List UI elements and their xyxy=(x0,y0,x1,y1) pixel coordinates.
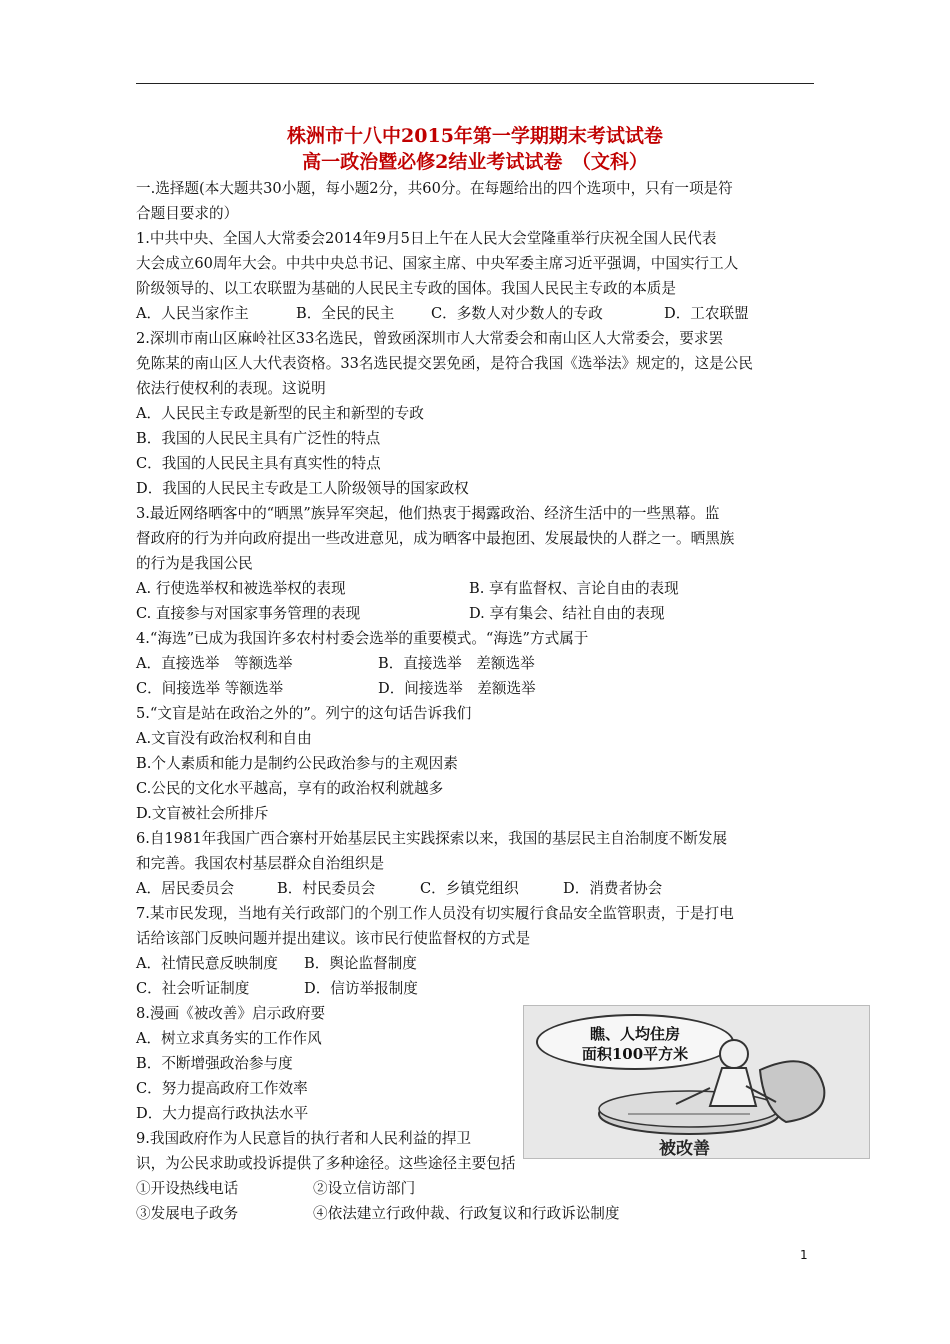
option: D．信访举报制度 xyxy=(304,980,418,997)
page-number: 1 xyxy=(800,1248,808,1262)
option: B. 享有监督权、言论自由的表现 xyxy=(469,580,679,597)
option: D．间接选举 差额选举 xyxy=(378,680,536,697)
question-stem: 督政府的行为并向政府提出一些改进意见，成为晒客中最抱团、发展最快的人群之一。晒黑族 xyxy=(136,530,735,547)
question-stem: 2.深圳市南山区麻岭社区33名选民，曾致函深圳市人大常委会和南山区人大常委会，要求罢 xyxy=(136,330,724,347)
question-stem: 话给该部门反映问题并提出建议。该市民行使监督权的方式是 xyxy=(136,930,531,947)
option: D．我国的人民民主专政是工人阶级领导的国家政权 xyxy=(136,480,469,497)
option: A. 行使选举权和被选举权的表现 xyxy=(136,580,346,597)
question-stem: 阶级领导的、以工农联盟为基础的人民民主专政的国体。我国人民民主专政的本质是 xyxy=(136,280,676,297)
question-stem: 依法行使权利的表现。这说明 xyxy=(136,380,326,397)
option-row xyxy=(136,676,816,701)
option: C．间接选举 等额选举 xyxy=(136,680,284,697)
question-stem: 1.中共中央、全国人大常委会2014年9月5日上午在人民大会堂隆重举行庆祝全国人民代表 xyxy=(136,230,717,247)
option: C．多数人对少数人的专政 xyxy=(431,305,603,322)
option: B．全民的民主 xyxy=(296,305,395,322)
option: A．树立求真务实的工作作风 xyxy=(136,1030,322,1047)
option: B．我国的人民民主具有广泛性的特点 xyxy=(136,430,381,447)
option: ②设立信访部门 xyxy=(313,1180,416,1197)
option: B．舆论监督制度 xyxy=(304,955,417,972)
option: C．努力提高政府工作效率 xyxy=(136,1080,308,1097)
option: B．村民委员会 xyxy=(277,880,376,897)
question-stem: 5.“文盲是站在政治之外的”。列宁的这句话告诉我们 xyxy=(136,705,472,722)
option: A．人民当家作主 xyxy=(136,305,249,322)
option: B．不断增强政治参与度 xyxy=(136,1055,293,1072)
option: C．乡镇党组织 xyxy=(420,880,519,897)
cartoon-image xyxy=(523,1005,870,1159)
option: A．社情民意反映制度 xyxy=(136,955,278,972)
question-stem: 9.我国政府作为人民意旨的执行者和人民利益的捍卫 xyxy=(136,1130,471,1147)
option: C. 直接参与对国家事务管理的表现 xyxy=(136,605,361,622)
option: A．直接选举 等额选举 xyxy=(136,655,293,672)
cartoon-caption: 被改善 xyxy=(659,1139,710,1159)
question-stem: 免陈某的南山区人大代表资格。33名选民提交罢免函，是符合我国《选举法》规定的，这是公民 xyxy=(136,355,753,372)
option: ④依法建立行政仲裁、行政复议和行政诉讼制度 xyxy=(313,1205,620,1222)
option-row xyxy=(136,976,816,1001)
header-rule xyxy=(136,83,814,84)
option: C.公民的文化水平越高，享有的政治权利就越多 xyxy=(136,780,444,797)
option: ①开设热线电话 xyxy=(136,1180,239,1197)
option-row xyxy=(136,576,816,601)
option: ③发展电子政务 xyxy=(136,1205,239,1222)
option: A．人民民主专政是新型的民主和新型的专政 xyxy=(136,405,424,422)
option: D．消费者协会 xyxy=(563,880,663,897)
question-stem: 7.某市民发现，当地有关行政部门的个别工作人员没有切实履行食品安全监管职责，于是打电 xyxy=(136,905,734,922)
option-row xyxy=(136,951,816,976)
question-stem: 6.自1981年我国广西合寨村开始基层民主实践探索以来，我国的基层民主自治制度不断发展 xyxy=(136,830,728,847)
bubble-text: 瞧、人均住房 xyxy=(589,1025,680,1043)
option: A.文盲没有政治权利和自由 xyxy=(136,730,312,747)
option: D. 享有集会、结社自由的表现 xyxy=(469,605,665,622)
question-stem: 的行为是我国公民 xyxy=(136,555,253,572)
question-stem: 识，为公民求助或投诉提供了多种途径。这些途径主要包括 xyxy=(136,1155,516,1172)
option-row xyxy=(136,301,816,326)
option-row xyxy=(136,1176,816,1201)
option-row xyxy=(136,651,816,676)
option-row xyxy=(136,1201,816,1226)
question-stem: 大会成立60周年大会。中共中央总书记、国家主席、中央军委主席习近平强调，中国实行工人 xyxy=(136,255,739,272)
option: A．居民委员会 xyxy=(136,880,235,897)
option: B.个人素质和能力是制约公民政治参与的主观因素 xyxy=(136,755,458,772)
intro-line: 合题目要求的） xyxy=(136,205,239,222)
option: C．我国的人民民主具有真实性的特点 xyxy=(136,455,381,472)
bubble-text: 面积100平方米 xyxy=(581,1045,689,1063)
option-row xyxy=(136,601,816,626)
question-stem: 8.漫画《被改善》启示政府要 xyxy=(136,1005,326,1022)
intro-line: 一.选择题(本大题共30小题，每小题2分，共60分。在每题给出的四个选项中，只有一项是符 xyxy=(136,180,733,197)
option-row xyxy=(136,876,816,901)
option: B．直接选举 差额选举 xyxy=(378,655,535,672)
question-stem: 和完善。我国农村基层群众自治组织是 xyxy=(136,855,385,872)
option: D．大力提高行政执法水平 xyxy=(136,1105,309,1122)
exam-title: 株洲市十八中2015年第一学期期末考试试卷 xyxy=(287,125,663,147)
option: D.文盲被社会所排斥 xyxy=(136,805,269,822)
option: C．社会听证制度 xyxy=(136,980,250,997)
question-stem: 4.“海选”已成为我国许多农村村委会选举的重要模式。“海选”方式属于 xyxy=(136,630,589,647)
exam-subtitle: 高一政治暨必修2结业考试试卷 （文科） xyxy=(302,151,648,173)
question-stem: 3.最近网络晒客中的“晒黑”族异军突起，他们热衷于揭露政治、经济生活中的一些黑幕。监 xyxy=(136,505,720,522)
option: D．工农联盟 xyxy=(664,305,749,322)
